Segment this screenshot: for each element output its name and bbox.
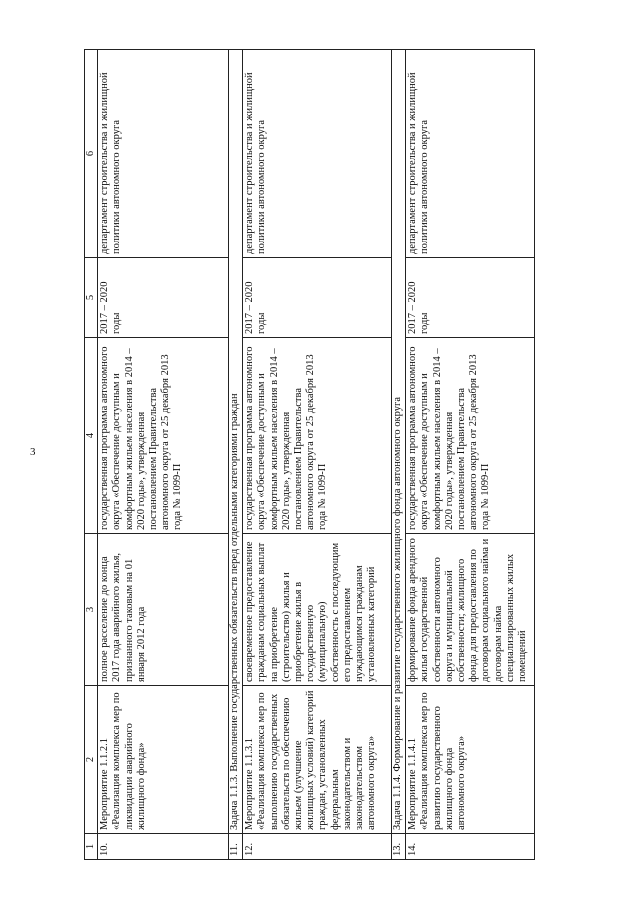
executor-cell: департамент строительства и жилищной политики автономного округа xyxy=(243,50,392,258)
result-cell: полное расселение до конца 2017 года аварийного жилья, признанного таковым на 01 января 2012 года xyxy=(98,534,229,686)
measure-cell xyxy=(406,686,535,834)
period-cell: 2017 – 2020 годы xyxy=(98,258,229,338)
measure-body: «Реализация комплекса мер по развитию государственного жилищного фонда автономного округа» xyxy=(419,692,468,830)
row-number: 14. xyxy=(406,834,535,860)
page-number: 3 xyxy=(30,446,36,458)
header-cell: 6 xyxy=(85,50,98,258)
program-cell: государственная программа автономного округа «Обеспечение доступным и комфортным жильем населения в 2014 – 2020 годы», утвержденная постановлением Правительства автономного округа от 25 декабря 2013 года № 1099-П xyxy=(243,338,392,534)
header-cell: 4 xyxy=(85,338,98,534)
measure-title: Мероприятие 1.1.2.1 xyxy=(99,737,111,830)
measure-body: «Реализация комплекса мер по ликвидации аварийного жилищного фонда» xyxy=(111,692,147,830)
measure-cell xyxy=(243,686,392,834)
row-number: 13. xyxy=(392,834,406,860)
rotated-table-page xyxy=(84,50,529,860)
measure-body: «Реализация комплекса мер по выполнению государственных обязательств по обеспечению жильем (улучшение жилищных условий) категорий граждан, установленных федеральным законодательством и законодательством автономного округа» xyxy=(256,690,378,830)
header-cell: 1 xyxy=(85,834,98,860)
row-number: 10. xyxy=(98,834,229,860)
row-number: 12. xyxy=(243,834,392,860)
program-cell: государственная программа автономного округа «Обеспечение доступным и комфортным жильем населения в 2014 – 2020 годы», утвержденная постановлением Правительства автономного округа от 25 декабря 2013 года № 1099-П xyxy=(98,338,229,534)
header-cell: 3 xyxy=(85,534,98,686)
measure-cell xyxy=(98,686,229,834)
result-cell: своевременное предоставление гражданам социальных выплат на приобретение (строительство) жилья и приобретение жилья в государственную (муниципальную) собственность с последующим его предоставлением нуждающимся гражданам установленных категорий xyxy=(243,534,392,686)
executor-cell: департамент строительства и жилищной политики автономного округа xyxy=(98,50,229,258)
task-cell: Задача 1.1.3. Выполнение государственных обязательств перед отдельными категориями граждан xyxy=(229,50,243,834)
program-cell: государственная программа автономного округа «Обеспечение доступным и комфортным жильем населения в 2014 – 2020 годы», утвержденная постановлением Правительства автономного округа от 25 декабря 2013 года № 1099-П xyxy=(406,338,535,534)
measures-table xyxy=(84,49,535,860)
task-row xyxy=(229,50,243,860)
period-cell: 2017 – 2020 годы xyxy=(243,258,392,338)
task-cell: Задача 1.1.4. Формирование и развитие государственного жилищного фонда автономного округа xyxy=(392,50,406,834)
row-number: 11. xyxy=(229,834,243,860)
header-cell: 5 xyxy=(85,258,98,338)
header-row xyxy=(85,50,98,860)
measure-title: Мероприятие 1.1.4.1 xyxy=(407,737,419,830)
executor-cell: департамент строительства и жилищной политики автономного округа xyxy=(406,50,535,258)
table-row xyxy=(406,50,535,860)
header-cell: 2 xyxy=(85,686,98,834)
period-cell: 2017 – 2020 годы xyxy=(406,258,535,338)
measure-title: Мероприятие 1.1.3.1 xyxy=(244,737,256,830)
task-row xyxy=(392,50,406,860)
result-cell: формирование фонда арендного жилья государственной собственности автономного округа и муниципальной собственности; жилищного фонда для предоставления по договорам социального найма и договорам найма специализированных жилых помещений xyxy=(406,534,535,686)
table-row xyxy=(98,50,229,860)
table-row xyxy=(243,50,392,860)
